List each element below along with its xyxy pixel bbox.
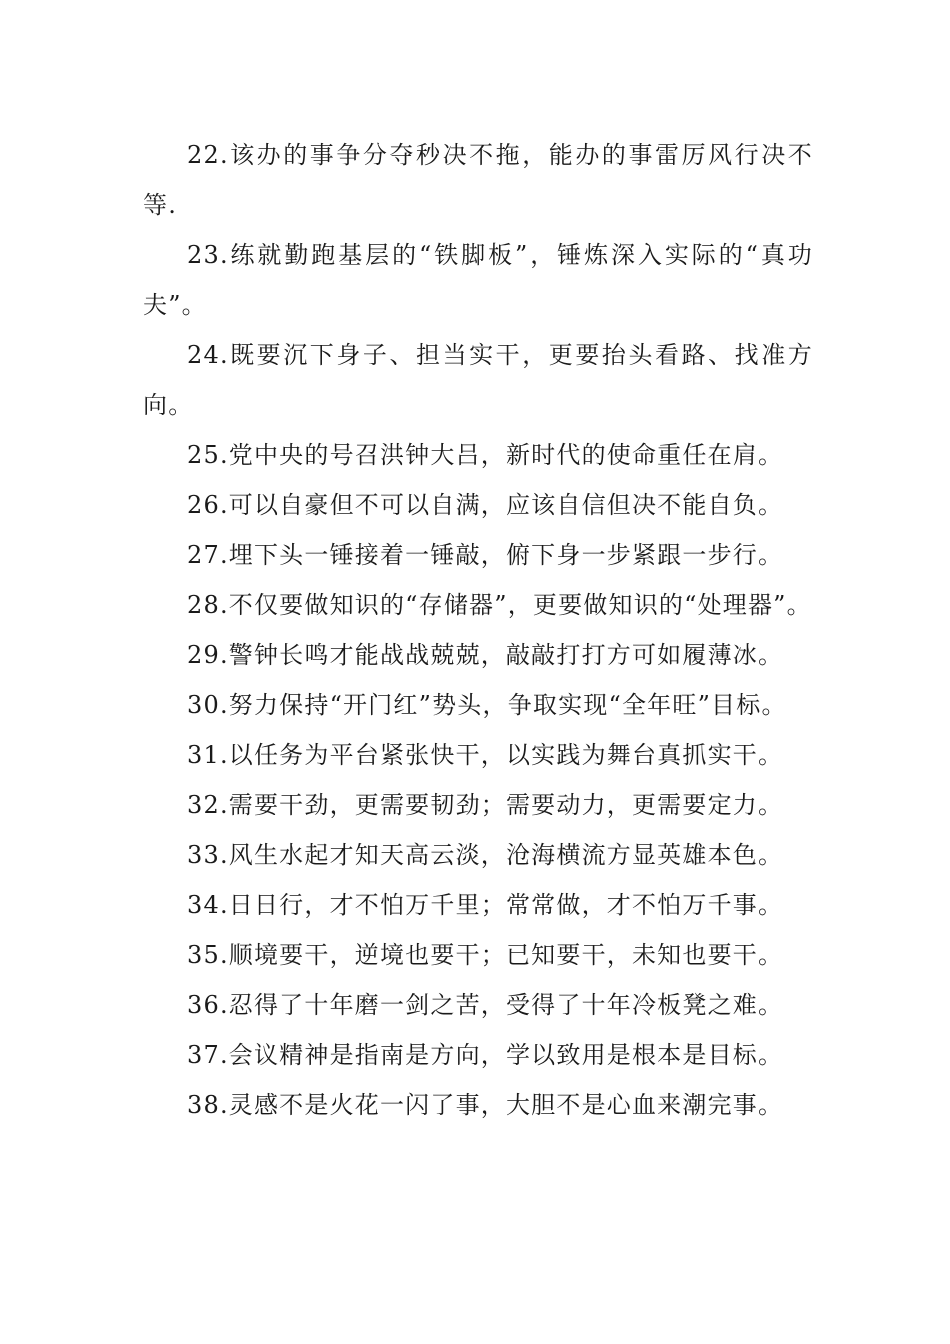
list-item: 23.练就勤跑基层的“铁脚板”，锤炼深入实际的“真功夫”。 bbox=[143, 241, 813, 319]
list-item: 33.风生水起才知天高云淡，沧海横流方显英雄本色。 bbox=[187, 841, 784, 869]
document-body bbox=[143, 130, 813, 1130]
list-item: 28.不仅要做知识的“存储器”，更要做知识的“处理器”。 bbox=[187, 591, 812, 619]
list-item: 31.以任务为平台紧张快干，以实践为舞台真抓实干。 bbox=[187, 741, 784, 769]
list-item: 24.既要沉下身子、担当实干，更要抬头看路、找准方向。 bbox=[143, 341, 813, 419]
list-item: 34.日日行，才不怕万千里；常常做，才不怕万千事。 bbox=[187, 891, 784, 919]
list-item: 26.可以自豪但不可以自满，应该自信但决不能自负。 bbox=[187, 491, 784, 519]
list-item: 27.埋下头一锤接着一锤敲，俯下身一步紧跟一步行。 bbox=[187, 541, 784, 569]
list-item: 38.灵感不是火花一闪了事，大胆不是心血来潮完事。 bbox=[187, 1091, 784, 1119]
list-item: 37.会议精神是指南是方向，学以致用是根本是目标。 bbox=[187, 1041, 784, 1069]
list-item: 29.警钟长鸣才能战战兢兢，敲敲打打方可如履薄冰。 bbox=[187, 641, 784, 669]
list-item: 25.党中央的号召洪钟大吕，新时代的使命重任在肩。 bbox=[187, 441, 784, 469]
list-item: 30.努力保持“开门红”势头，争取实现“全年旺”目标。 bbox=[187, 691, 787, 719]
list-item: 32.需要干劲，更需要韧劲；需要动力，更需要定力。 bbox=[187, 791, 784, 819]
list-item: 35.顺境要干，逆境也要干；已知要干，未知也要干。 bbox=[187, 941, 784, 969]
list-item: 22.该办的事争分夺秒决不拖，能办的事雷厉风行决不等. bbox=[143, 141, 813, 219]
list-item: 36.忍得了十年磨一剑之苦，受得了十年冷板凳之难。 bbox=[187, 991, 784, 1019]
